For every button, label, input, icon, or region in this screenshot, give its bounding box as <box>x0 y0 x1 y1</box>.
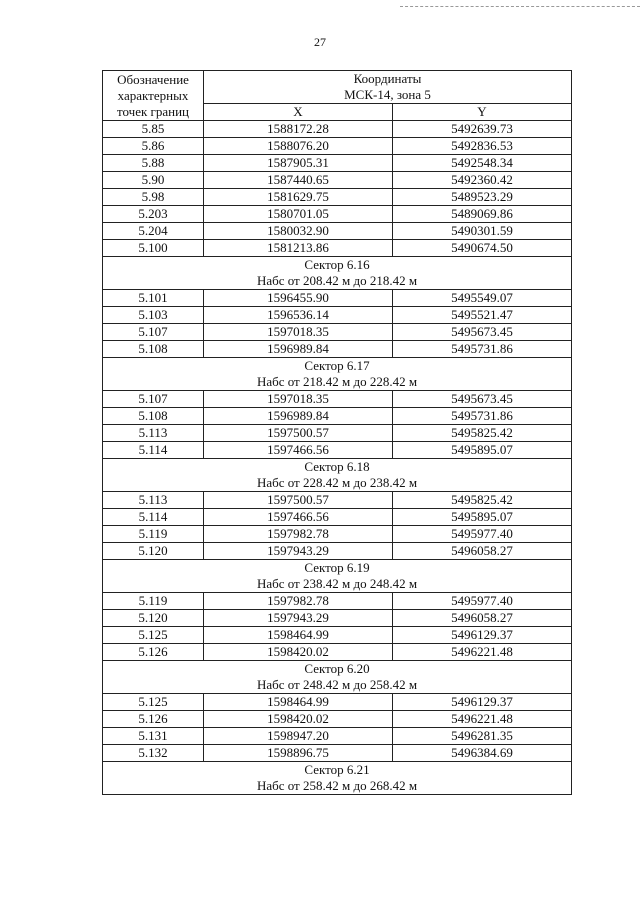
y-coordinate-cell: 5495977.40 <box>393 593 572 610</box>
sector-cell <box>103 358 572 391</box>
point-id-cell: 5.120 <box>103 543 204 560</box>
y-coordinate-cell: 5495895.07 <box>393 509 572 526</box>
header-y: Y <box>393 104 572 121</box>
point-id-cell: 5.108 <box>103 408 204 425</box>
sector-range: Набс от 218.42 м до 228.42 м <box>256 374 418 389</box>
x-coordinate-cell: 1588172.28 <box>204 121 393 138</box>
table-row <box>103 711 572 728</box>
sector-row <box>103 358 572 391</box>
point-id-cell: 5.131 <box>103 728 204 745</box>
sector-cell <box>103 661 572 694</box>
x-coordinate-cell: 1597466.56 <box>204 442 393 459</box>
x-coordinate-cell: 1597018.35 <box>204 324 393 341</box>
table-row <box>103 509 572 526</box>
y-coordinate-cell: 5492548.34 <box>393 155 572 172</box>
point-id-cell: 5.125 <box>103 694 204 711</box>
y-coordinate-cell: 5495731.86 <box>393 341 572 358</box>
point-id-cell: 5.120 <box>103 610 204 627</box>
header-name-line: Обозначение <box>117 71 189 87</box>
point-id-cell: 5.85 <box>103 121 204 138</box>
x-coordinate-cell: 1598464.99 <box>204 694 393 711</box>
x-coordinate-cell: 1597466.56 <box>204 509 393 526</box>
point-id-cell: 5.108 <box>103 341 204 358</box>
sector-cell <box>103 459 572 492</box>
sector-row <box>103 762 572 795</box>
header-name-line: точек границ <box>116 103 190 119</box>
y-coordinate-cell: 5495825.42 <box>393 492 572 509</box>
x-coordinate-cell: 1581629.75 <box>204 189 393 206</box>
y-coordinate-cell: 5492836.53 <box>393 138 572 155</box>
point-id-cell: 5.86 <box>103 138 204 155</box>
point-id-cell: 5.126 <box>103 644 204 661</box>
point-id-cell: 5.125 <box>103 627 204 644</box>
table-row <box>103 627 572 644</box>
sector-cell <box>103 762 572 795</box>
y-coordinate-cell: 5496058.27 <box>393 610 572 627</box>
x-coordinate-cell: 1597943.29 <box>204 610 393 627</box>
table-row <box>103 492 572 509</box>
point-id-cell: 5.132 <box>103 745 204 762</box>
point-id-cell: 5.98 <box>103 189 204 206</box>
point-id-cell: 5.103 <box>103 307 204 324</box>
x-coordinate-cell: 1598420.02 <box>204 711 393 728</box>
point-id-cell: 5.119 <box>103 526 204 543</box>
sector-title: Сектор 6.17 <box>304 358 370 373</box>
x-coordinate-cell: 1598420.02 <box>204 644 393 661</box>
point-id-cell: 5.101 <box>103 290 204 307</box>
x-coordinate-cell: 1596989.84 <box>204 408 393 425</box>
sector-range: Набс от 238.42 м до 248.42 м <box>256 576 418 591</box>
table-row <box>103 593 572 610</box>
x-coordinate-cell: 1596536.14 <box>204 307 393 324</box>
x-coordinate-cell: 1580032.90 <box>204 223 393 240</box>
point-id-cell: 5.88 <box>103 155 204 172</box>
x-coordinate-cell: 1597500.57 <box>204 492 393 509</box>
table-row <box>103 442 572 459</box>
y-coordinate-cell: 5489523.29 <box>393 189 572 206</box>
x-coordinate-cell: 1597943.29 <box>204 543 393 560</box>
point-id-cell: 5.100 <box>103 240 204 257</box>
y-coordinate-cell: 5489069.86 <box>393 206 572 223</box>
table-row <box>103 341 572 358</box>
table-row <box>103 172 572 189</box>
header-coords-line: Координаты <box>353 71 422 86</box>
header-coordinates <box>204 71 572 104</box>
y-coordinate-cell: 5495521.47 <box>393 307 572 324</box>
y-coordinate-cell: 5495673.45 <box>393 324 572 341</box>
point-id-cell: 5.107 <box>103 391 204 408</box>
point-id-cell: 5.114 <box>103 509 204 526</box>
x-coordinate-cell: 1587905.31 <box>204 155 393 172</box>
sector-title: Сектор 6.19 <box>304 560 370 575</box>
sector-title: Сектор 6.18 <box>304 459 370 474</box>
y-coordinate-cell: 5496221.48 <box>393 644 572 661</box>
sector-row <box>103 459 572 492</box>
x-coordinate-cell: 1597982.78 <box>204 593 393 610</box>
x-coordinate-cell: 1580701.05 <box>204 206 393 223</box>
table-row <box>103 206 572 223</box>
y-coordinate-cell: 5496129.37 <box>393 627 572 644</box>
table-row <box>103 526 572 543</box>
point-id-cell: 5.114 <box>103 442 204 459</box>
sector-range: Набс от 228.42 м до 238.42 м <box>256 475 418 490</box>
page-number: 27 <box>314 35 326 49</box>
point-id-cell: 5.113 <box>103 425 204 442</box>
table-row <box>103 155 572 172</box>
table-row <box>103 745 572 762</box>
y-coordinate-cell: 5496281.35 <box>393 728 572 745</box>
y-coordinate-cell: 5496384.69 <box>393 745 572 762</box>
x-coordinate-cell: 1597500.57 <box>204 425 393 442</box>
y-coordinate-cell: 5496221.48 <box>393 711 572 728</box>
x-coordinate-cell: 1598464.99 <box>204 627 393 644</box>
point-id-cell: 5.203 <box>103 206 204 223</box>
scan-edge <box>400 6 640 7</box>
y-coordinate-cell: 5495825.42 <box>393 425 572 442</box>
sector-range: Набс от 248.42 м до 258.42 м <box>256 677 418 692</box>
x-coordinate-cell: 1596455.90 <box>204 290 393 307</box>
y-coordinate-cell: 5492360.42 <box>393 172 572 189</box>
sector-range: Набс от 258.42 м до 268.42 м <box>256 778 418 793</box>
sector-title: Сектор 6.16 <box>304 257 370 272</box>
table-row <box>103 644 572 661</box>
point-id-cell: 5.204 <box>103 223 204 240</box>
y-coordinate-cell: 5495731.86 <box>393 408 572 425</box>
y-coordinate-cell: 5495549.07 <box>393 290 572 307</box>
sector-range: Набс от 208.42 м до 218.42 м <box>256 273 418 288</box>
x-coordinate-cell: 1598947.20 <box>204 728 393 745</box>
point-id-cell: 5.113 <box>103 492 204 509</box>
x-coordinate-cell: 1597018.35 <box>204 391 393 408</box>
table-row <box>103 307 572 324</box>
y-coordinate-cell: 5495977.40 <box>393 526 572 543</box>
sector-row <box>103 661 572 694</box>
coordinates-table <box>102 70 572 795</box>
sector-title: Сектор 6.21 <box>304 762 370 777</box>
point-id-cell: 5.126 <box>103 711 204 728</box>
x-coordinate-cell: 1587440.65 <box>204 172 393 189</box>
x-coordinate-cell: 1598896.75 <box>204 745 393 762</box>
table-row <box>103 189 572 206</box>
header-name-line: характерных <box>117 87 189 103</box>
x-coordinate-cell: 1597982.78 <box>204 526 393 543</box>
table-body <box>103 121 572 795</box>
header-x: X <box>204 104 393 121</box>
table-row <box>103 408 572 425</box>
x-coordinate-cell: 1588076.20 <box>204 138 393 155</box>
table-row <box>103 223 572 240</box>
point-id-cell: 5.119 <box>103 593 204 610</box>
table-row <box>103 391 572 408</box>
header-point-designation <box>103 71 204 121</box>
sector-cell <box>103 560 572 593</box>
table-row <box>103 138 572 155</box>
x-coordinate-cell: 1596989.84 <box>204 341 393 358</box>
table-row <box>103 610 572 627</box>
table-row <box>103 290 572 307</box>
header-coords-line: МСК-14, зона 5 <box>344 87 431 102</box>
table-row <box>103 240 572 257</box>
y-coordinate-cell: 5490674.50 <box>393 240 572 257</box>
table-row <box>103 324 572 341</box>
point-id-cell: 5.90 <box>103 172 204 189</box>
table-row <box>103 121 572 138</box>
table-row <box>103 694 572 711</box>
y-coordinate-cell: 5496129.37 <box>393 694 572 711</box>
table-row <box>103 543 572 560</box>
sector-cell <box>103 257 572 290</box>
y-coordinate-cell: 5495673.45 <box>393 391 572 408</box>
y-coordinate-cell: 5495895.07 <box>393 442 572 459</box>
sector-row <box>103 257 572 290</box>
x-coordinate-cell: 1581213.86 <box>204 240 393 257</box>
point-id-cell: 5.107 <box>103 324 204 341</box>
sector-row <box>103 560 572 593</box>
sector-title: Сектор 6.20 <box>304 661 370 676</box>
y-coordinate-cell: 5490301.59 <box>393 223 572 240</box>
y-coordinate-cell: 5496058.27 <box>393 543 572 560</box>
table-row <box>103 728 572 745</box>
table-row <box>103 425 572 442</box>
y-coordinate-cell: 5492639.73 <box>393 121 572 138</box>
